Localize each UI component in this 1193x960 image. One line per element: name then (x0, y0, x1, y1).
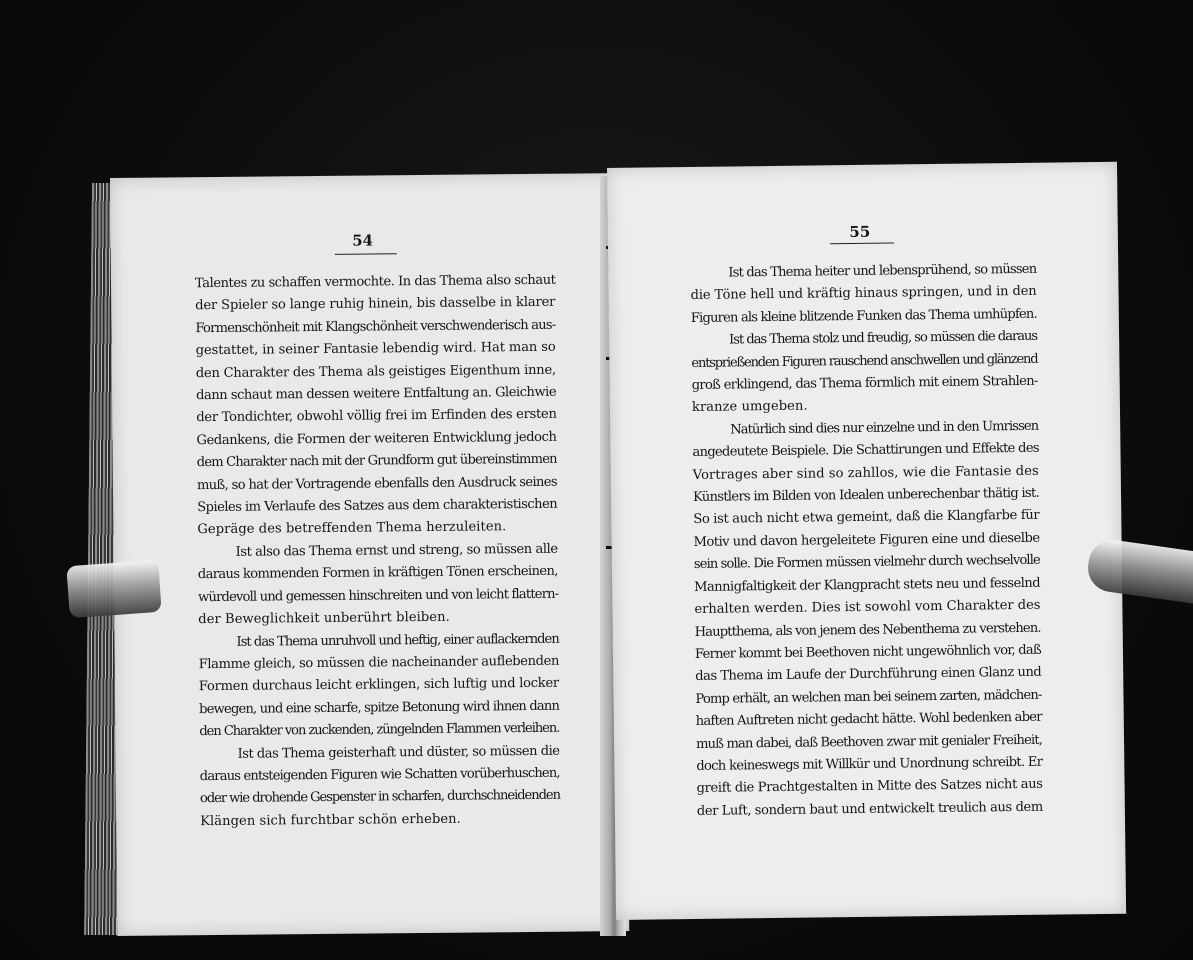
text-line: der Tondichter, obwohl völlig frei im Erfinden des ersten (196, 407, 557, 426)
text-line: der Spieler so lange ruhig hinein, bis dasselbe in klarer (195, 295, 556, 314)
text-line: daraus kommenden Formen in kräftigen Tönen erscheinen, (197, 564, 558, 583)
text-line: entsprießenden Figuren rauschend anschwellen und glänzend (691, 351, 1038, 371)
text-line: Formen durchaus leicht erklingen, sich luftig und locker (198, 676, 559, 695)
text-line: bewegen, und eine scharfe, spitze Betonung wird ihnen dann (199, 698, 560, 717)
text-line: Mannigfaltigkeit der Klangpracht stets neu und fesselnd (694, 575, 1041, 595)
text-line: Ist das Thema unruhvoll und heftig, einer auflackernden (236, 631, 559, 650)
text-line: sein solle. Die Formen müssen vielmehr durch wechselvolle (693, 553, 1040, 573)
text-line: Motiv und davon hergeleitete Figuren eine und dieselbe (693, 530, 1040, 550)
text-line: muß man dabei, daß Beethoven zwar mit genialer Freiheit, (695, 732, 1043, 752)
left-page-number-rule (335, 253, 397, 255)
text-line: Ist das Thema heiter und lebensprühend, so müssen (728, 261, 1037, 281)
left-page (110, 173, 629, 936)
text-line: Spieles im Verlaufe des Satzes aus dem charakteristischen (197, 496, 558, 516)
text-line: groß erklingend, das Thema förmlich mit einem Strahlen- (691, 373, 1038, 394)
text-line: doch keineswegs mit Willkür und Unordnung schreibt. Er (696, 754, 1043, 774)
text-line: Pomp erhält, an welchen man bei seinem zarten, mädchen- (695, 687, 1042, 707)
text-line: dem Charakter nach mit der Grundform gut übereinstimmen (196, 451, 557, 471)
text-line: erhalten werden. Dies ist sowohl vom Charakter des (694, 597, 1041, 618)
text-line: oder wie drohende Gespenster in scharfen, durchschneidenden (199, 788, 561, 807)
text-line: dann schaut man dessen weitere Entfaltung an. Gleichwie (196, 384, 557, 404)
left-page-body-text (195, 270, 560, 834)
text-line: Flamme gleich, so müssen die nacheinander auflebenden (198, 653, 560, 673)
text-line: der Luft, sondern baut und entwickelt treulich aus dem (696, 799, 1043, 819)
text-line: So ist auch nicht etwa gemeint, daß die Klangfarbe für (693, 508, 1040, 528)
text-line: würdevoll und gemessen hinschreiten und von leicht flattern- (197, 586, 559, 605)
text-line: Natürlich sind dies nur einzelne und in den Umrissen (730, 418, 1039, 438)
text-line: Ferner kommt bei Beethoven nicht ungewöhnlich vor, daß (694, 642, 1042, 662)
text-line: der Beweglichkeit unberührt bleiben. (198, 609, 450, 628)
text-line: angedeutete Beispiele. Die Schattirungen und Effekte des (692, 440, 1039, 461)
text-line: muß, so hat der Vortragende ebenfalls den Ausdruck seines (196, 474, 558, 493)
text-line: Künstlers im Bilden von Idealen unberechenbar thätig ist. (692, 485, 1040, 506)
text-line: Gedankens, die Formen der weiteren Entwicklung jedoch (196, 429, 557, 449)
left-page-number: 54 (352, 231, 374, 250)
text-line: Formenschönheit mit Klangschönheit verschwenderisch aus- (195, 317, 556, 336)
text-line: haften Auftreten nicht gedacht hätte. Wohl bedenken aber (695, 709, 1042, 730)
text-line: Ist also das Thema ernst und streng, so müssen alle (235, 541, 558, 560)
right-page (607, 162, 1126, 920)
text-line: Talentes zu schaffen vermochte. In das Thema also schaut (194, 272, 556, 292)
right-page-body-text (690, 259, 1043, 823)
text-line: das Thema im Laufe der Durchführung einen Glanz und (695, 665, 1042, 685)
book-clamp-left (66, 560, 161, 618)
text-line: greift die Prachtgestalten in Mitte des Satzes nicht aus (696, 777, 1043, 797)
text-line: daraus entsteigenden Figuren wie Schatten vorüberhuschen, (199, 765, 560, 785)
text-line: den Charakter des Thema als geistiges Eigenthum inne, (195, 362, 556, 381)
text-line: die Töne hell und kräftig hinaus springen, und in den (690, 284, 1037, 304)
text-line: den Charakter von zuckenden, züngelnden Flammen verleihen. (199, 720, 560, 740)
text-line: Ist das Thema stolz und freudig, so müssen die daraus (729, 328, 1038, 348)
text-line: Gepräge des betreffenden Thema herzuleiten. (197, 519, 507, 538)
text-line: gestattet, in seiner Fantasie lebendig wird. Hat man so (195, 339, 556, 359)
text-line: Klängen sich furchtbar schön erheben. (200, 811, 461, 829)
text-line: Ist das Thema geisterhaft und düster, so müssen die (237, 743, 560, 762)
text-line: Figuren als kleine blitzende Funken das Thema umhüpfen. (690, 306, 1037, 326)
right-page-number: 55 (849, 222, 871, 242)
text-line: Hauptthema, als von jenem des Nebenthema zu verstehen. (694, 620, 1041, 640)
text-line: Vortrages aber sind so zahllos, wie die Fantasie des (692, 463, 1039, 483)
right-page-number-rule (830, 243, 894, 245)
text-line: kranze umgeben. (691, 399, 808, 416)
